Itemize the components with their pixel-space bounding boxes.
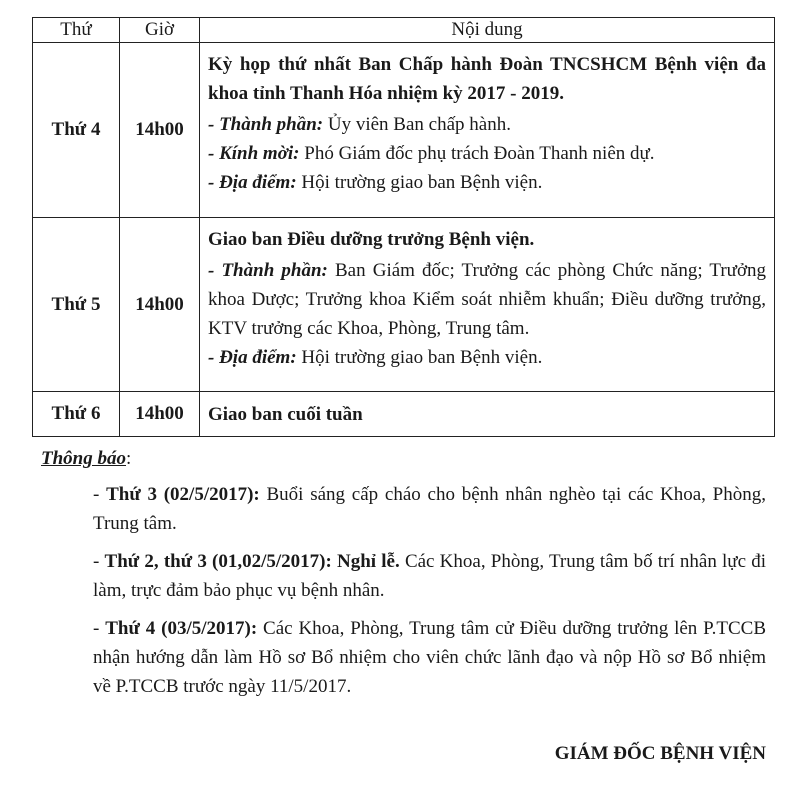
notice-heading-text: Thông báo: [41, 448, 126, 469]
header-time: Giờ: [120, 18, 200, 43]
row-title: Kỳ họp thứ nhất Ban Chấp hành Đoàn TNCSHCM Bệnh viện đa khoa tỉnh Thanh Hóa nhiệm kỳ 2017 - 2019.: [208, 54, 766, 104]
row-day: Thứ 5: [33, 218, 120, 392]
detail-label: - Địa điểm:: [208, 172, 297, 193]
notice-heading: [41, 448, 131, 470]
table-row: [33, 392, 775, 437]
detail-text: Hội trường giao ban Bệnh viện.: [296, 347, 543, 368]
notice-text: Các Khoa, Phòng, Trung tâm cử Điều dưỡng trưởng lên P.TCCB nhận hướng dẫn làm Hồ sơ Bổ nhiệm cho viên chức lãnh đạo và nộp Hồ sơ Bổ nhiệm về P.TCCB trước ngày 11/5/2017.: [93, 618, 766, 697]
row-time: 14h00: [120, 218, 200, 392]
detail-label: - Thành phần:: [208, 114, 324, 135]
detail-line: [208, 256, 766, 343]
detail-line: [208, 168, 766, 197]
schedule-table: [32, 17, 775, 437]
detail-text: Ủy viên Ban chấp hành.: [323, 114, 511, 135]
row-title: Giao ban cuối tuần: [208, 403, 363, 425]
row-title: Giao ban Điều dưỡng trưởng Bệnh viện.: [208, 229, 535, 250]
notice-item: [93, 614, 766, 701]
signature-title: GIÁM ĐỐC BỆNH VIỆN: [554, 743, 766, 764]
notice-prefix: -: [93, 484, 107, 505]
detail-text: Hội trường giao ban Bệnh viện.: [296, 172, 543, 193]
detail-label: - Kính mời:: [208, 143, 300, 164]
notice-text: Các Khoa, Phòng, Trung tâm bố trí nhân lực đi làm, trực đảm bảo phục vụ bệnh nhân.: [93, 551, 767, 601]
row-content: [200, 218, 775, 392]
table-row: [33, 43, 775, 218]
notice-emphasis: Nghỉ lễ.: [331, 551, 400, 572]
notice-date: Thứ 2, thứ 3 (01,02/5/2017):: [104, 551, 332, 572]
header-content: Nội dung: [200, 18, 775, 43]
notice-date: Thứ 3 (02/5/2017):: [106, 484, 260, 505]
row-content: [200, 392, 775, 437]
row-day: Thứ 4: [33, 43, 120, 218]
notice-item: [93, 480, 766, 538]
notice-prefix: -: [93, 618, 106, 639]
detail-label: - Thành phần:: [208, 260, 328, 281]
table-row: [33, 218, 775, 392]
detail-line: [208, 139, 766, 168]
detail-label: - Địa điểm:: [208, 347, 297, 368]
notice-item: [93, 547, 766, 605]
row-day: Thứ 6: [33, 392, 120, 437]
header-day: Thứ: [33, 18, 120, 43]
row-content: [200, 43, 775, 218]
detail-text: Phó Giám đốc phụ trách Đoàn Thanh niên dự.: [299, 143, 655, 164]
notice-heading-colon: :: [126, 448, 132, 469]
detail-line: [208, 343, 766, 372]
notice-prefix: -: [93, 551, 105, 572]
row-time: 14h00: [120, 43, 200, 218]
table-header-row: [33, 18, 775, 43]
detail-text: Ban Giám đốc; Trưởng các phòng Chức năng; Trưởng khoa Dược; Trưởng khoa Kiểm soát nhiễm khuẩn; Điều dưỡng trưởng, KTV trưởng các Khoa, Phòng, Trung tâm.: [208, 260, 766, 339]
notice-text: Buổi sáng cấp cháo cho bệnh nhân nghèo tại các Khoa, Phòng, Trung tâm.: [93, 484, 766, 534]
detail-line: [208, 110, 766, 139]
notice-date: Thứ 4 (03/5/2017):: [105, 618, 258, 639]
row-time: 14h00: [120, 392, 200, 437]
